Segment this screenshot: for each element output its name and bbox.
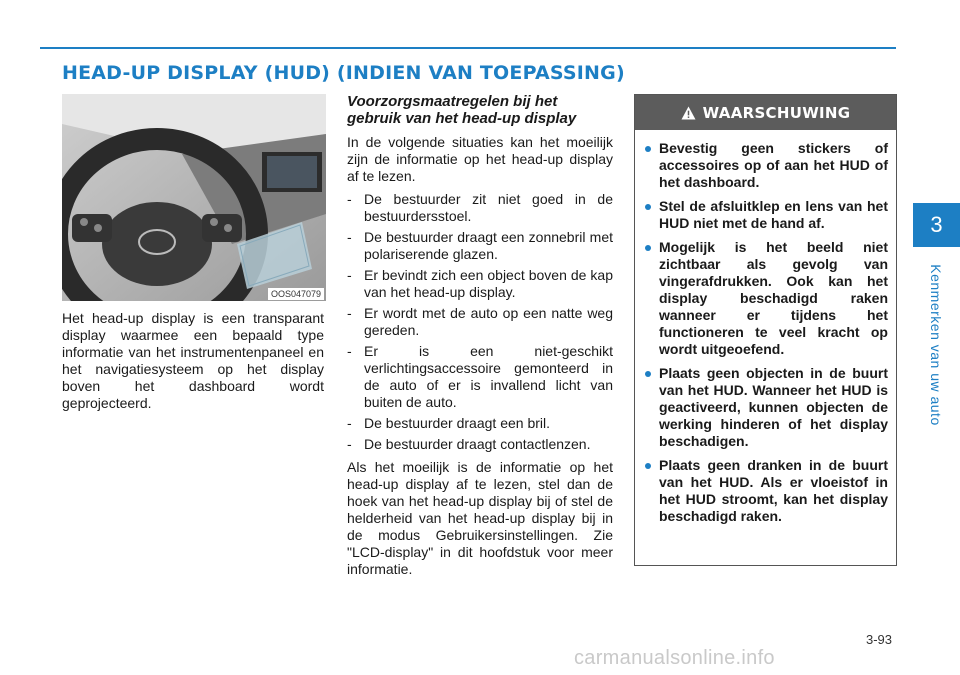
warning-list — [635, 130, 896, 525]
bullet-icon — [645, 245, 651, 251]
intro-column — [62, 310, 324, 412]
list-item: - De bestuurder draagt een zonnebril met polariserende glazen. — [347, 229, 613, 263]
precautions-intro: In de volgende situaties kan het moeilijk zijn de informatie op het head-up display af te lezen. — [347, 134, 613, 184]
bullet-icon — [645, 371, 651, 377]
watermark: carmanualsonline.info — [574, 647, 775, 669]
hud-photo — [62, 94, 326, 301]
list-item: - Er bevindt zich een object boven de kap van het head-up display. — [347, 267, 613, 301]
chapter-label: Kenmerken van uw auto — [928, 264, 944, 426]
list-item: - Er wordt met de auto op een natte weg gereden. — [347, 305, 613, 339]
warning-triangle-icon — [681, 106, 696, 120]
precautions-heading: Voorzorgsmaatregelen bij het gebruik van het head-up display — [347, 93, 577, 127]
list-item: - Er is een niet-geschikt verlichtingsaccessoire gemonteerd in de auto of er is invallend licht van buiten de auto. — [347, 343, 613, 411]
list-item: - De bestuurder zit niet goed in de bestuurdersstoel. — [347, 191, 613, 225]
hud-description: Het head-up display is een transparant display waarmee een bepaald type informatie van het instrumentenpaneel en het navigatiesysteem op het display boven het dashboard wordt geprojecteerd. — [62, 310, 324, 411]
list-item: Plaats geen objecten in de buurt van het HUD. Wanneer het HUD is geactiveerd, kunnen objecten de werking hinderen of het display beschadigen. — [645, 365, 888, 450]
chapter-tab — [913, 203, 960, 247]
warning-title: WAARSCHUWING — [702, 103, 851, 122]
list-item: - De bestuurder draagt contactlenzen. — [347, 436, 613, 453]
warning-box — [634, 94, 897, 566]
top-rule — [40, 47, 896, 49]
bullet-icon — [645, 463, 651, 469]
precautions-list — [347, 191, 613, 453]
list-item: Mogelijk is het beeld niet zichtbaar als gevolg van vingerafdrukken. Ook kan het display beschadigd raken wanneer er tijdens het functioneren te veel kracht op wordt uitgeoefend. — [645, 239, 888, 358]
warning-header — [635, 95, 896, 130]
bullet-icon — [645, 146, 651, 152]
precautions-outro: Als het moeilijk is de informatie op het head-up display af te lezen, stel dan de hoek van het head-up display bij of stel de helderheid van het head-up display bij in de modus Gebruikersinstellingen. Zie "LCD-display" in dit hoofdstuk voor meer informatie. — [347, 459, 613, 577]
precautions-column — [347, 93, 613, 578]
bullet-icon — [645, 204, 651, 210]
list-item: Bevestig geen stickers of accessoires op of aan het HUD of het dashboard. — [645, 140, 888, 191]
section-title: HEAD-UP DISPLAY (HUD) (INDIEN VAN TOEPASSING) — [62, 62, 625, 84]
list-item: Stel de afsluitklep en lens van het HUD niet met de hand af. — [645, 198, 888, 232]
page-number: 3-93 — [866, 632, 893, 647]
chapter-number: 3 — [930, 212, 943, 237]
photo-code: OOS047079 — [268, 288, 324, 300]
steering-wheel-illustration — [62, 94, 326, 301]
list-item: - De bestuurder draagt een bril. — [347, 415, 613, 432]
list-item: Plaats geen dranken in de buurt van het HUD. Als er vloeistof in het HUD stroomt, kan het display beschadigd raken. — [645, 457, 888, 525]
